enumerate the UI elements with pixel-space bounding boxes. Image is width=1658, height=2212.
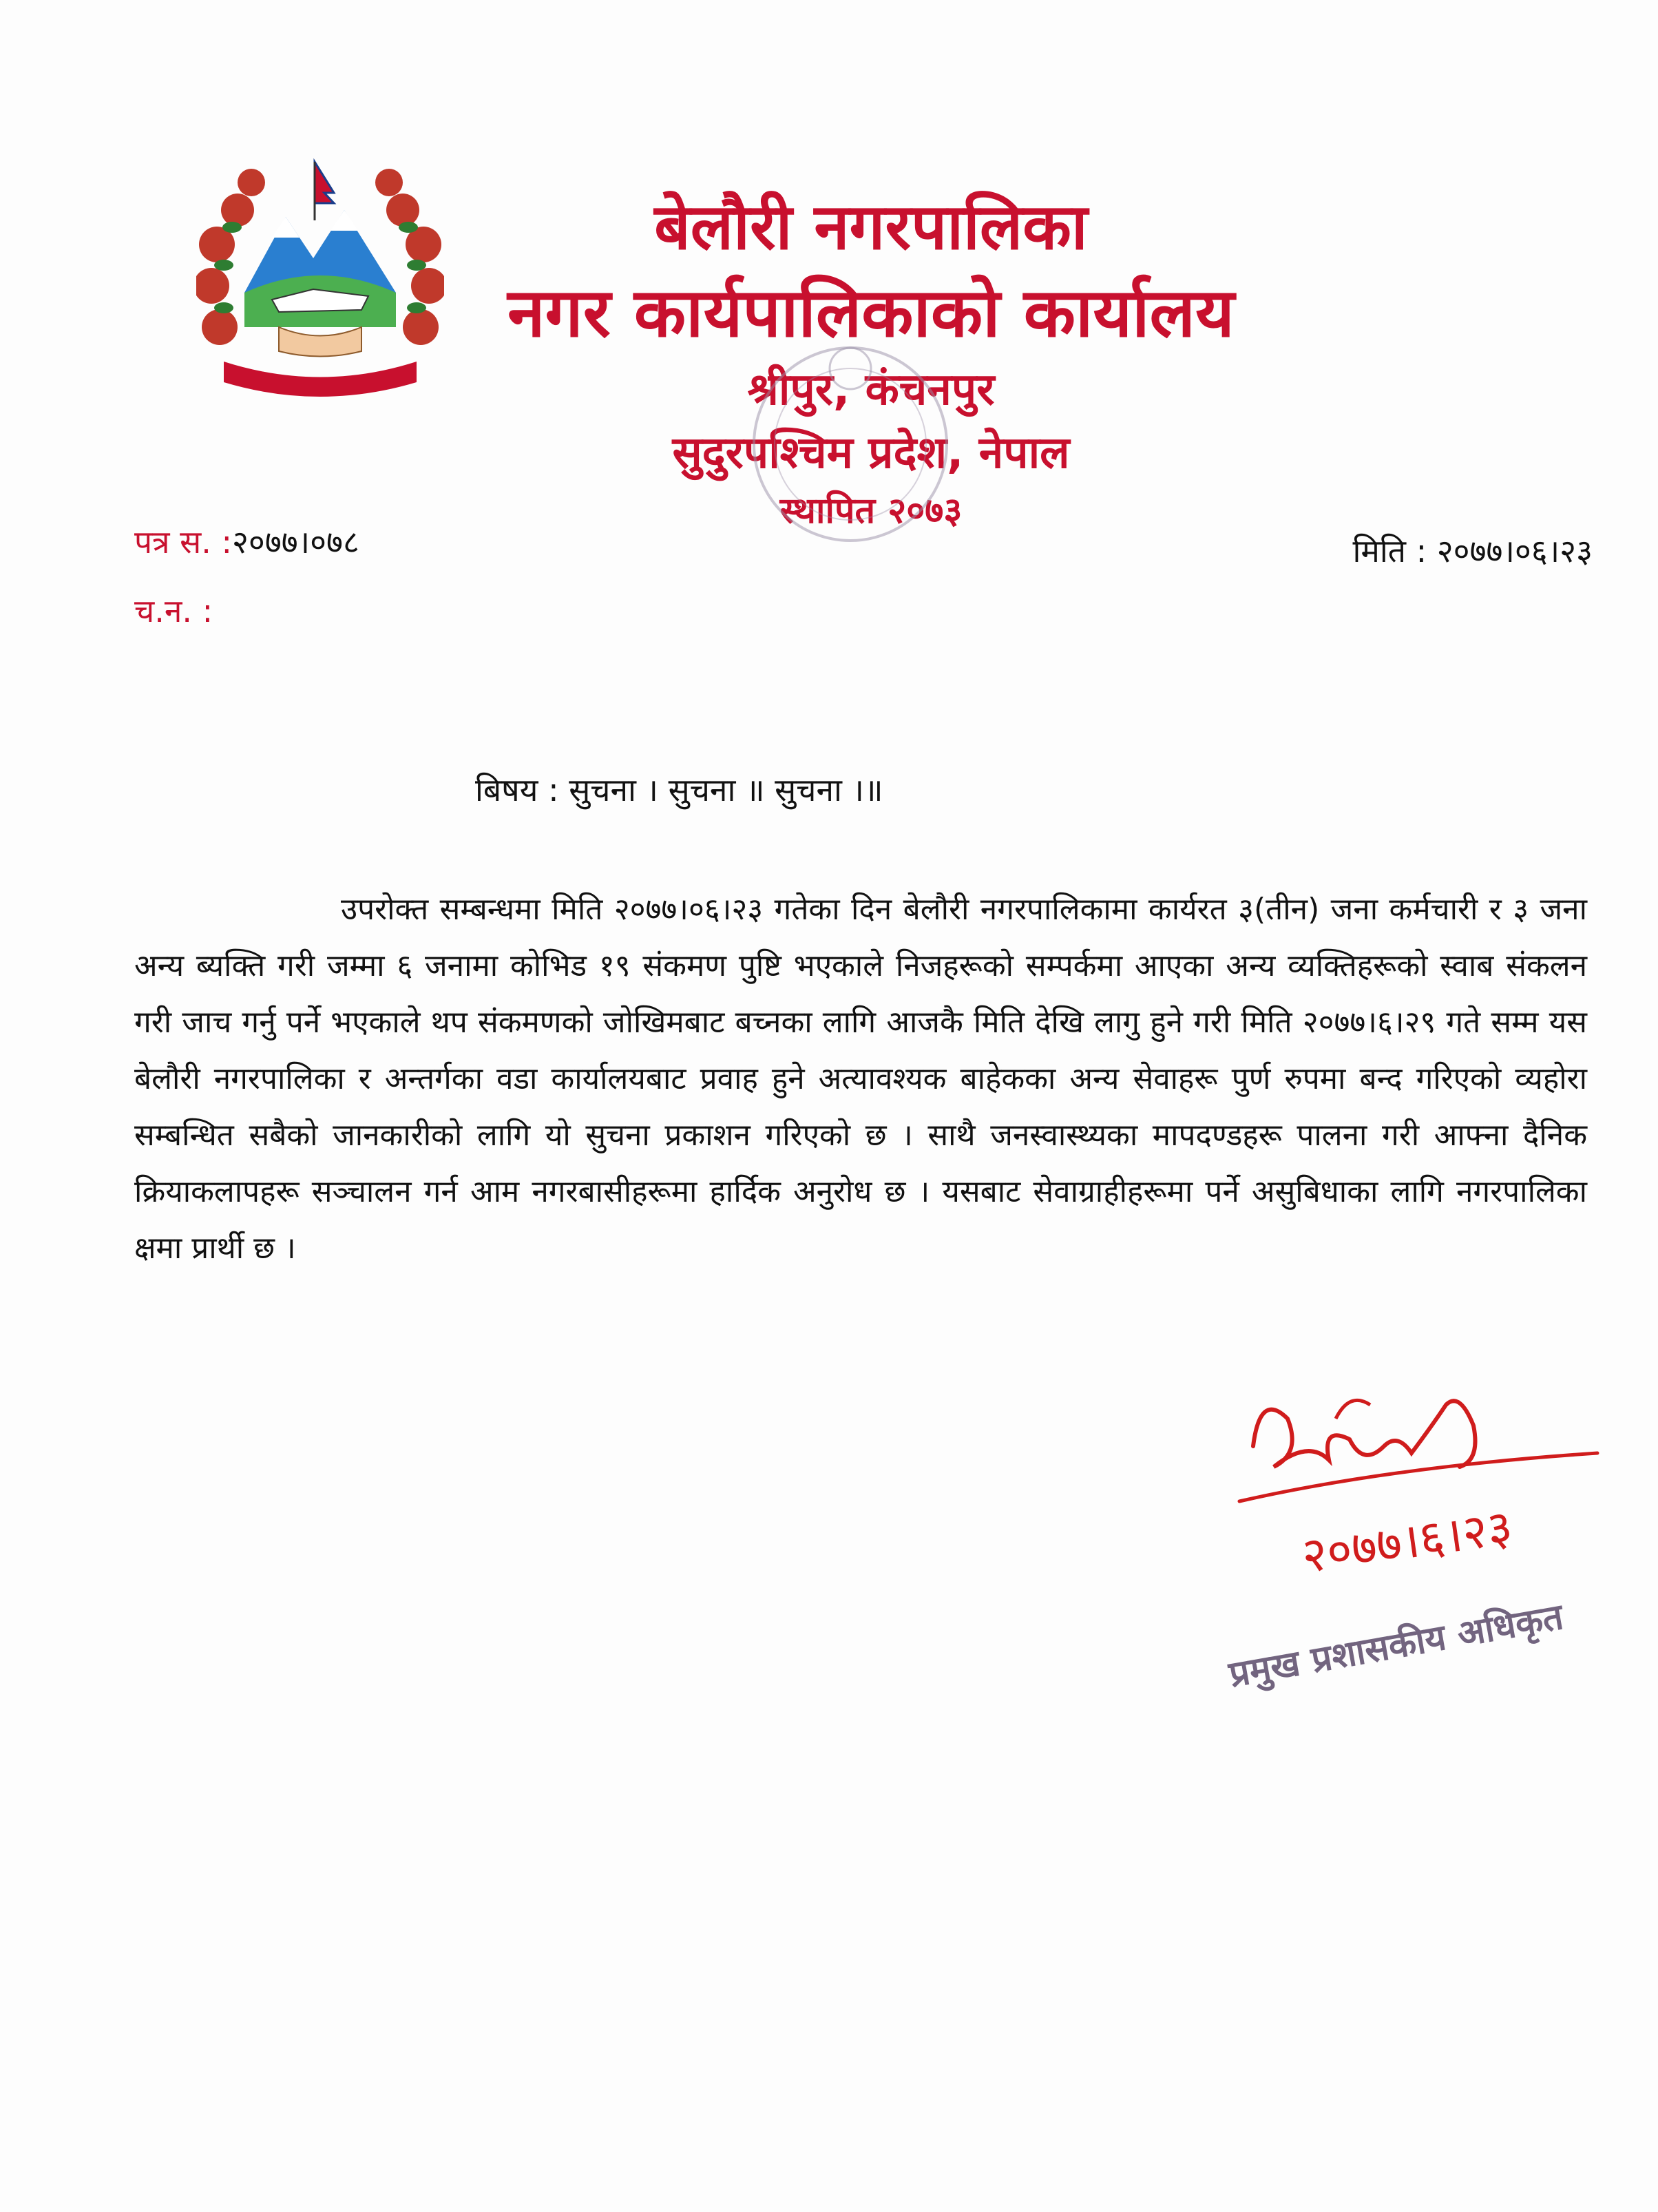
designation-stamp: प्रमुख प्रशासकीय अधिकृत — [1226, 1596, 1566, 1696]
office-address: श्रीपुर, कंचनपुर — [747, 364, 995, 415]
reference-value: २०७७।०७८ — [231, 523, 359, 561]
nepal-emblem-logo — [196, 155, 444, 417]
office-name: नगर कार्यपालिकाको कार्यालय — [507, 274, 1235, 353]
municipality-name: बेलौरी नगरपालिका — [654, 190, 1088, 264]
signature-block — [1212, 1364, 1625, 1722]
province-address: सुदुरपश्चिम प्रदेश, नेपाल — [672, 428, 1070, 479]
signature-date: २०७७।६।२३ — [1298, 1499, 1516, 1585]
established-year: स्थापित २०७३ — [779, 490, 963, 532]
date-label: मिति : — [1352, 532, 1427, 570]
letter-date — [1352, 529, 1593, 572]
office-seal-stamp — [744, 313, 957, 582]
reference-label: पत्र स. : — [134, 523, 232, 561]
reference-number — [134, 520, 359, 563]
date-value: २०७७।०६।२३ — [1436, 532, 1593, 570]
notice-body: उपरोक्त सम्बन्धमा मिति २०७७।०६।२३ गतेका दिन बेलौरी नगरपालिकामा कार्यरत ३(तीन) जना कर्मचारी र ३ जना अन्य ब्यक्ति गरी जम्मा ६ जनामा कोभिड १९ संकमण पुष्टि भएकाले निजहरूको सम्पर्कमा आएका अन्य व्यक्तिहरूको स्वाब संकलन गरी जाच गर्नु पर्ने भएकाले थप संकमणको जोखिमबाट बच्नका लागि आजकै मिति देखि लागु हुने गरी मिति २०७७।६।२९ गते सम्म यस बेलौरी नगरपालिका र अन्तर्गका वडा कार्यालयबाट प्रवाह हुने अत्यावश्यक बाहेकका अन्य सेवाहरू पुर्ण रुपमा बन्द गरिएको व्यहोरा सम्बन्धित सबैको जानकारीको लागि यो सुचना प्रकाशन गरिएको छ । साथै जनस्वास्थ्यका मापदण्डहरू पालना गरी आफ्ना दैनिक क्रियाकलापहरू सञ्चालन गर्न आम नगरबासीहरूमा हार्दिक अनुरोध छ । यसबाट सेवाग्राहीहरूमा पर्ने असुबिधाका लागि नगरपालिका क्षमा प्रार्थी छ । — [134, 892, 1587, 1266]
dispatch-number-label: च.न. : — [134, 592, 213, 629]
subject-line: बिषय : सुचना । सुचना ॥ सुचना ।॥ — [475, 771, 883, 808]
